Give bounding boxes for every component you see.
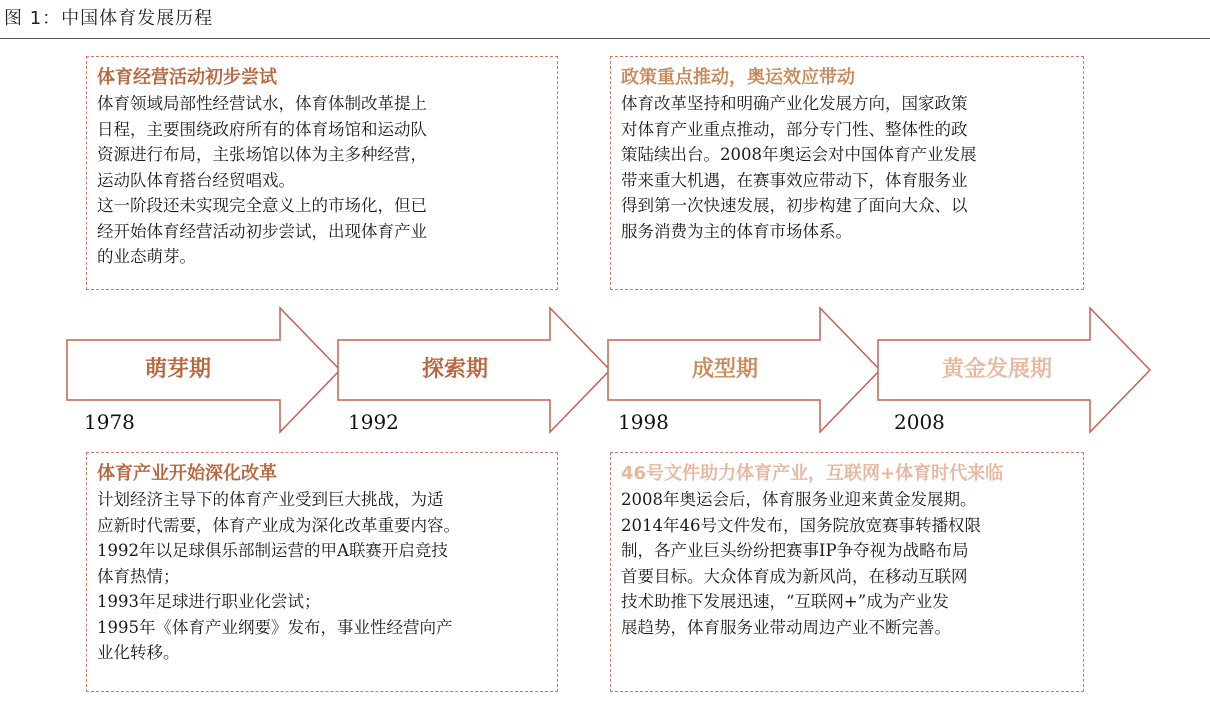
stage-label-3: 成型期 <box>691 357 758 382</box>
stage-4-info-box <box>610 452 1084 692</box>
stage-2-box-body: 计划经济主导下的体育产业受到巨大挑战，为适 应新时代需要，体育产业成为深化改革重要内容。 1992年以足球俱乐部制运营的甲A联赛开启竞技 体育热情； 1993年足球进行职业化尝试； 1995年《体育产业纲要》发布，事业性经营向产 业化转移。 <box>97 490 460 662</box>
stage-1-box-title: 体育经营活动初步尝试 <box>97 67 277 88</box>
stage-year-2: 1992 <box>348 410 399 434</box>
stage-4-box-body: 2008年奥运会后，体育服务业迎来黄金发展期。 2014年46号文件发布，国务院放宽赛事转播权限 制，各产业巨头纷纷把赛事IP争夺视为战略布局 首要目标。大众体育成为新风尚，在移动互联网 技术助推下发展迅速，“互联网+”成为产业发 展趋势，体育服务业带动周边产业不断完善。 <box>621 490 981 637</box>
figure-title: 图 1：中国体育发展历程 <box>4 8 214 29</box>
stage-4-box-title: 46号文件助力体育产业，互联网+体育时代来临 <box>621 463 1004 484</box>
stage-3-box-body: 体育改革坚持和明确产业化发展方向，国家政策 对体育产业重点推动，部分专门性、整体性的政 策陆续出台。2008年奥运会对中国体育产业发展 带来重大机遇，在赛事效应带动下，体育服务业 得到第一次快速发展，初步构建了面向大众、以 服务消费为主的体育市场体系。 <box>621 94 977 241</box>
stage-2-box-title: 体育产业开始深化改革 <box>97 463 277 484</box>
stage-label-2: 探索期 <box>421 357 488 382</box>
stage-1-box-body: 体育领域局部性经营试水，体育体制改革提上 日程，主要围绕政府所有的体育场馆和运动队 资源进行布局，主张场馆以体为主多种经营， 运动队体育搭台经贸唱戏。 这一阶段还未实现完全意义上的市场化，但已 经开始体育经营活动初步尝试，出现体育产业 的业态萌芽。 <box>97 94 427 266</box>
stage-2-info-box <box>86 452 558 692</box>
stage-year-4: 2008 <box>894 410 945 434</box>
stage-year-3: 1998 <box>618 410 669 434</box>
stage-3-box-title: 政策重点推动，奥运效应带动 <box>621 67 855 88</box>
stage-label-4: 黄金发展期 <box>941 357 1052 382</box>
stage-label-1: 萌芽期 <box>144 357 211 382</box>
stage-year-1: 1978 <box>84 410 135 434</box>
